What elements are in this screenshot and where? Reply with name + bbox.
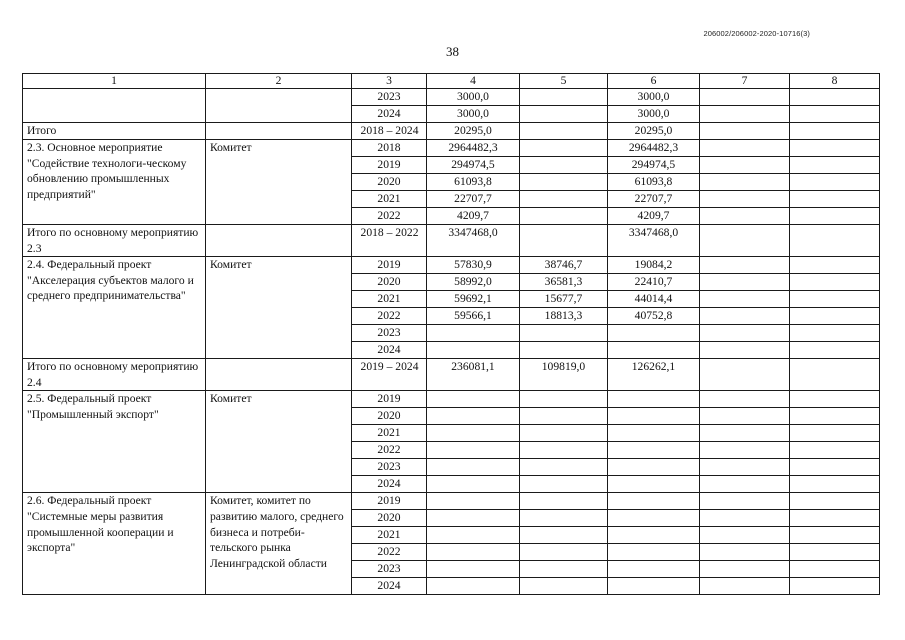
federal-cell: [520, 325, 608, 342]
federal-cell: [520, 106, 608, 123]
col7-cell: [700, 510, 790, 527]
federal-cell: [520, 89, 608, 106]
measure-name-cell: 2.3. Основное мероприятие "Содействие технологи-ческому обновлению промышленных предприятий": [23, 140, 206, 225]
regional-cell: 22410,7: [608, 274, 700, 291]
year-cell: 2019: [352, 157, 427, 174]
col7-cell: [700, 140, 790, 157]
regional-cell: [608, 425, 700, 442]
federal-cell: [520, 425, 608, 442]
responsible-cell: [206, 89, 352, 123]
total-cell: [427, 325, 520, 342]
regional-cell: [608, 459, 700, 476]
regional-cell: [608, 561, 700, 578]
federal-cell: [520, 510, 608, 527]
col7-cell: [700, 208, 790, 225]
year-cell: 2022: [352, 208, 427, 225]
year-cell: 2023: [352, 325, 427, 342]
total-cell: 3000,0: [427, 89, 520, 106]
col7-cell: [700, 391, 790, 408]
regional-cell: [608, 442, 700, 459]
regional-cell: 61093,8: [608, 174, 700, 191]
column-header: 6: [608, 74, 700, 89]
responsible-cell: [206, 359, 352, 391]
total-cell: 61093,8: [427, 174, 520, 191]
year-cell: 2021: [352, 291, 427, 308]
regional-cell: 126262,1: [608, 359, 700, 391]
year-cell: 2022: [352, 308, 427, 325]
total-cell: 294974,5: [427, 157, 520, 174]
table-row: [23, 359, 880, 391]
regional-cell: [608, 493, 700, 510]
col8-cell: [790, 408, 880, 425]
federal-cell: [520, 544, 608, 561]
year-cell: 2023: [352, 89, 427, 106]
total-cell: [427, 493, 520, 510]
table-row: [23, 123, 880, 140]
total-cell: [427, 510, 520, 527]
federal-cell: 15677,7: [520, 291, 608, 308]
regional-cell: 44014,4: [608, 291, 700, 308]
responsible-cell: Комитет, комитет по развитию малого, среднего бизнеса и потреби-тельского рынка Ленинградской области: [206, 493, 352, 595]
col8-cell: [790, 493, 880, 510]
col7-cell: [700, 274, 790, 291]
year-cell: 2023: [352, 459, 427, 476]
col7-cell: [700, 191, 790, 208]
regional-cell: 3000,0: [608, 106, 700, 123]
col7-cell: [700, 157, 790, 174]
measure-name-cell: Итого: [23, 123, 206, 140]
year-cell: 2024: [352, 476, 427, 493]
col8-cell: [790, 442, 880, 459]
federal-cell: [520, 342, 608, 359]
col8-cell: [790, 342, 880, 359]
table-row: [23, 493, 880, 510]
federal-cell: [520, 225, 608, 257]
federal-cell: 109819,0: [520, 359, 608, 391]
regional-cell: [608, 408, 700, 425]
responsible-cell: Комитет: [206, 257, 352, 359]
measure-name-cell: 2.4. Федеральный проект "Акселерация субъектов малого и среднего предпринимательства": [23, 257, 206, 359]
regional-cell: 20295,0: [608, 123, 700, 140]
responsible-cell: [206, 123, 352, 140]
col7-cell: [700, 106, 790, 123]
responsible-cell: Комитет: [206, 391, 352, 493]
regional-cell: 19084,2: [608, 257, 700, 274]
total-cell: [427, 425, 520, 442]
measure-name-cell: Итого по основному мероприятию 2.4: [23, 359, 206, 391]
regional-cell: [608, 476, 700, 493]
federal-cell: 36581,3: [520, 274, 608, 291]
year-cell: 2021: [352, 425, 427, 442]
page-number: 38: [446, 44, 459, 59]
regional-cell: [608, 391, 700, 408]
column-header: 7: [700, 74, 790, 89]
col7-cell: [700, 225, 790, 257]
total-cell: [427, 459, 520, 476]
regional-cell: [608, 325, 700, 342]
col8-cell: [790, 561, 880, 578]
total-cell: 57830,9: [427, 257, 520, 274]
column-header: 5: [520, 74, 608, 89]
col8-cell: [790, 191, 880, 208]
year-cell: 2022: [352, 442, 427, 459]
total-cell: 4209,7: [427, 208, 520, 225]
regional-cell: [608, 510, 700, 527]
year-cell: 2019: [352, 257, 427, 274]
total-cell: [427, 527, 520, 544]
regional-cell: 3000,0: [608, 89, 700, 106]
col7-cell: [700, 342, 790, 359]
regional-cell: 40752,8: [608, 308, 700, 325]
col7-cell: [700, 527, 790, 544]
federal-cell: [520, 493, 608, 510]
regional-cell: [608, 544, 700, 561]
federal-cell: [520, 157, 608, 174]
col8-cell: [790, 527, 880, 544]
total-cell: [427, 578, 520, 595]
regional-cell: 4209,7: [608, 208, 700, 225]
col7-cell: [700, 123, 790, 140]
year-cell: 2019: [352, 493, 427, 510]
regional-cell: 2964482,3: [608, 140, 700, 157]
col8-cell: [790, 391, 880, 408]
total-cell: 59566,1: [427, 308, 520, 325]
col8-cell: [790, 544, 880, 561]
col8-cell: [790, 425, 880, 442]
col7-cell: [700, 174, 790, 191]
col7-cell: [700, 561, 790, 578]
measure-name-cell: Итого по основному мероприятию 2.3: [23, 225, 206, 257]
column-header-row: [23, 74, 880, 89]
total-cell: 58992,0: [427, 274, 520, 291]
year-cell: 2024: [352, 578, 427, 595]
measure-name-cell: 2.5. Федеральный проект "Промышленный экспорт": [23, 391, 206, 493]
federal-cell: [520, 578, 608, 595]
col8-cell: [790, 459, 880, 476]
federal-cell: 18813,3: [520, 308, 608, 325]
year-cell: 2018 – 2022: [352, 225, 427, 257]
col8-cell: [790, 257, 880, 274]
total-cell: [427, 561, 520, 578]
federal-cell: [520, 191, 608, 208]
column-header: 8: [790, 74, 880, 89]
federal-cell: [520, 527, 608, 544]
regional-cell: [608, 578, 700, 595]
col7-cell: [700, 578, 790, 595]
year-cell: 2021: [352, 191, 427, 208]
measure-name-cell: 2.6. Федеральный проект "Системные меры развития промышленной кооперации и экспорта": [23, 493, 206, 595]
regional-cell: 3347468,0: [608, 225, 700, 257]
measure-name-cell: [23, 89, 206, 123]
federal-cell: [520, 140, 608, 157]
total-cell: 3347468,0: [427, 225, 520, 257]
column-header: 1: [23, 74, 206, 89]
document-id: 206002/206002-2020-10716(3): [703, 29, 810, 38]
col8-cell: [790, 578, 880, 595]
col7-cell: [700, 493, 790, 510]
col8-cell: [790, 89, 880, 106]
table-row: [23, 391, 880, 408]
year-cell: 2018 – 2024: [352, 123, 427, 140]
year-cell: 2021: [352, 527, 427, 544]
col8-cell: [790, 510, 880, 527]
col7-cell: [700, 442, 790, 459]
budget-table: [22, 73, 880, 595]
federal-cell: [520, 561, 608, 578]
total-cell: 3000,0: [427, 106, 520, 123]
total-cell: [427, 544, 520, 561]
col7-cell: [700, 325, 790, 342]
col8-cell: [790, 325, 880, 342]
col8-cell: [790, 140, 880, 157]
total-cell: 236081,1: [427, 359, 520, 391]
year-cell: 2023: [352, 561, 427, 578]
year-cell: 2018: [352, 140, 427, 157]
total-cell: 2964482,3: [427, 140, 520, 157]
federal-cell: [520, 408, 608, 425]
federal-cell: [520, 208, 608, 225]
responsible-cell: [206, 225, 352, 257]
col7-cell: [700, 257, 790, 274]
federal-cell: [520, 476, 608, 493]
table-row: [23, 225, 880, 257]
table-row: [23, 140, 880, 157]
col7-cell: [700, 544, 790, 561]
year-cell: 2024: [352, 342, 427, 359]
col8-cell: [790, 359, 880, 391]
year-cell: 2019: [352, 391, 427, 408]
col7-cell: [700, 459, 790, 476]
year-cell: 2020: [352, 174, 427, 191]
federal-cell: [520, 123, 608, 140]
total-cell: 22707,7: [427, 191, 520, 208]
col8-cell: [790, 174, 880, 191]
col8-cell: [790, 106, 880, 123]
regional-cell: [608, 527, 700, 544]
col7-cell: [700, 308, 790, 325]
column-header: 4: [427, 74, 520, 89]
total-cell: [427, 476, 520, 493]
col7-cell: [700, 359, 790, 391]
col8-cell: [790, 308, 880, 325]
col8-cell: [790, 225, 880, 257]
federal-cell: [520, 442, 608, 459]
federal-cell: [520, 391, 608, 408]
year-cell: 2019 – 2024: [352, 359, 427, 391]
regional-cell: [608, 342, 700, 359]
federal-cell: [520, 459, 608, 476]
table-row: [23, 89, 880, 106]
regional-cell: 22707,7: [608, 191, 700, 208]
total-cell: 20295,0: [427, 123, 520, 140]
col8-cell: [790, 291, 880, 308]
col8-cell: [790, 476, 880, 493]
year-cell: 2020: [352, 510, 427, 527]
column-header: 2: [206, 74, 352, 89]
col7-cell: [700, 291, 790, 308]
total-cell: [427, 442, 520, 459]
col7-cell: [700, 89, 790, 106]
year-cell: 2022: [352, 544, 427, 561]
responsible-cell: Комитет: [206, 140, 352, 225]
table-row: [23, 257, 880, 274]
col7-cell: [700, 476, 790, 493]
year-cell: 2024: [352, 106, 427, 123]
federal-cell: 38746,7: [520, 257, 608, 274]
total-cell: 59692,1: [427, 291, 520, 308]
federal-cell: [520, 174, 608, 191]
col8-cell: [790, 274, 880, 291]
col8-cell: [790, 157, 880, 174]
total-cell: [427, 391, 520, 408]
year-cell: 2020: [352, 408, 427, 425]
col8-cell: [790, 123, 880, 140]
col7-cell: [700, 425, 790, 442]
total-cell: [427, 408, 520, 425]
col7-cell: [700, 408, 790, 425]
year-cell: 2020: [352, 274, 427, 291]
column-header: 3: [352, 74, 427, 89]
col8-cell: [790, 208, 880, 225]
regional-cell: 294974,5: [608, 157, 700, 174]
total-cell: [427, 342, 520, 359]
